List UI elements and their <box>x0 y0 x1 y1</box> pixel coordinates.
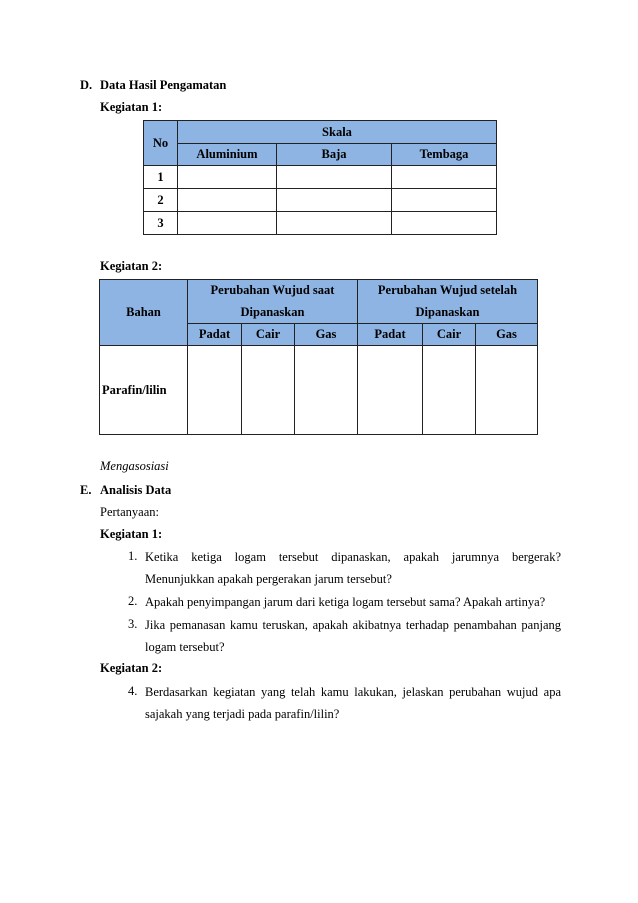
section-e-letter: E. <box>80 483 92 497</box>
group2-header-line1: Perubahan Wujud setelah <box>358 280 538 302</box>
sub-col-padat-1: Padat <box>188 324 242 346</box>
question-3 <box>145 614 561 658</box>
cell-empty <box>392 212 497 235</box>
section-e-title: Analisis Data <box>100 483 172 497</box>
table-row <box>144 189 497 212</box>
sub-col-cair-1: Cair <box>242 324 295 346</box>
question-2 <box>145 591 561 613</box>
question-number: 1. <box>128 549 138 563</box>
cell-empty <box>178 189 277 212</box>
cell-empty <box>277 166 392 189</box>
cell-empty <box>295 346 358 435</box>
row-label-parafin: Parafin/lilin <box>100 346 188 435</box>
cell-empty <box>392 189 497 212</box>
cell-empty <box>178 212 277 235</box>
sub-col-gas-1: Gas <box>295 324 358 346</box>
cell-empty <box>188 346 242 435</box>
row-number: 3 <box>144 212 178 235</box>
bahan-header: Bahan <box>100 280 188 346</box>
col-aluminium: Aluminium <box>178 144 277 166</box>
sub-col-padat-2: Padat <box>358 324 423 346</box>
question-line: sajakah yang terjadi pada parafin/lilin? <box>145 707 340 721</box>
group2-header-line2: Dipanaskan <box>358 302 538 324</box>
col-baja: Baja <box>277 144 392 166</box>
table-row <box>144 166 497 189</box>
cell-empty <box>277 189 392 212</box>
section-d-letter: D. <box>80 78 93 92</box>
no-header: No <box>144 121 178 166</box>
section-d-title: Data Hasil Pengamatan <box>100 78 227 92</box>
question-line: Apakah penyimpangan jarum dari ketiga logam tersebut sama? Apakah artinya? <box>145 595 546 609</box>
kegiatan1-label: Kegiatan 1: <box>100 100 163 114</box>
row-number: 1 <box>144 166 178 189</box>
col-tembaga: Tembaga <box>392 144 497 166</box>
analysis-kegiatan2-label: Kegiatan 2: <box>100 661 163 675</box>
table-kegiatan2 <box>99 279 538 435</box>
cell-empty <box>423 346 476 435</box>
cell-empty <box>277 212 392 235</box>
group1-header-line2: Dipanaskan <box>188 302 358 324</box>
cell-empty <box>392 166 497 189</box>
question-line: Jika pemanasan kamu teruskan, apakah akibatnya terhadap penambahan panjang <box>145 618 561 632</box>
question-line: Berdasarkan kegiatan yang telah kamu lakukan, jelaskan perubahan wujud apa <box>145 685 561 699</box>
question-number: 2. <box>128 594 138 608</box>
kegiatan2-label: Kegiatan 2: <box>100 259 163 273</box>
cell-empty <box>178 166 277 189</box>
question-line: logam tersebut? <box>145 640 225 654</box>
table-row <box>144 212 497 235</box>
table-kegiatan1 <box>143 120 497 235</box>
question-number: 3. <box>128 617 138 631</box>
row-number: 2 <box>144 189 178 212</box>
mengasosiasi-label: Mengasosiasi <box>100 459 169 473</box>
question-1 <box>145 546 561 590</box>
question-number: 4. <box>128 684 138 698</box>
cell-empty <box>476 346 538 435</box>
sub-col-cair-2: Cair <box>423 324 476 346</box>
skala-header: Skala <box>178 121 497 144</box>
group1-header-line1: Perubahan Wujud saat <box>188 280 358 302</box>
cell-empty <box>242 346 295 435</box>
pertanyaan-label: Pertanyaan: <box>100 505 160 519</box>
question-line: Ketika ketiga logam tersebut dipanaskan, apakah jarumnya bergerak? <box>145 550 561 564</box>
question-4 <box>145 681 561 725</box>
sub-col-gas-2: Gas <box>476 324 538 346</box>
question-line: Menunjukkan apakah pergerakan jarum tersebut? <box>145 572 392 586</box>
analysis-kegiatan1-label: Kegiatan 1: <box>100 527 163 541</box>
cell-empty <box>358 346 423 435</box>
table-row <box>100 346 538 435</box>
